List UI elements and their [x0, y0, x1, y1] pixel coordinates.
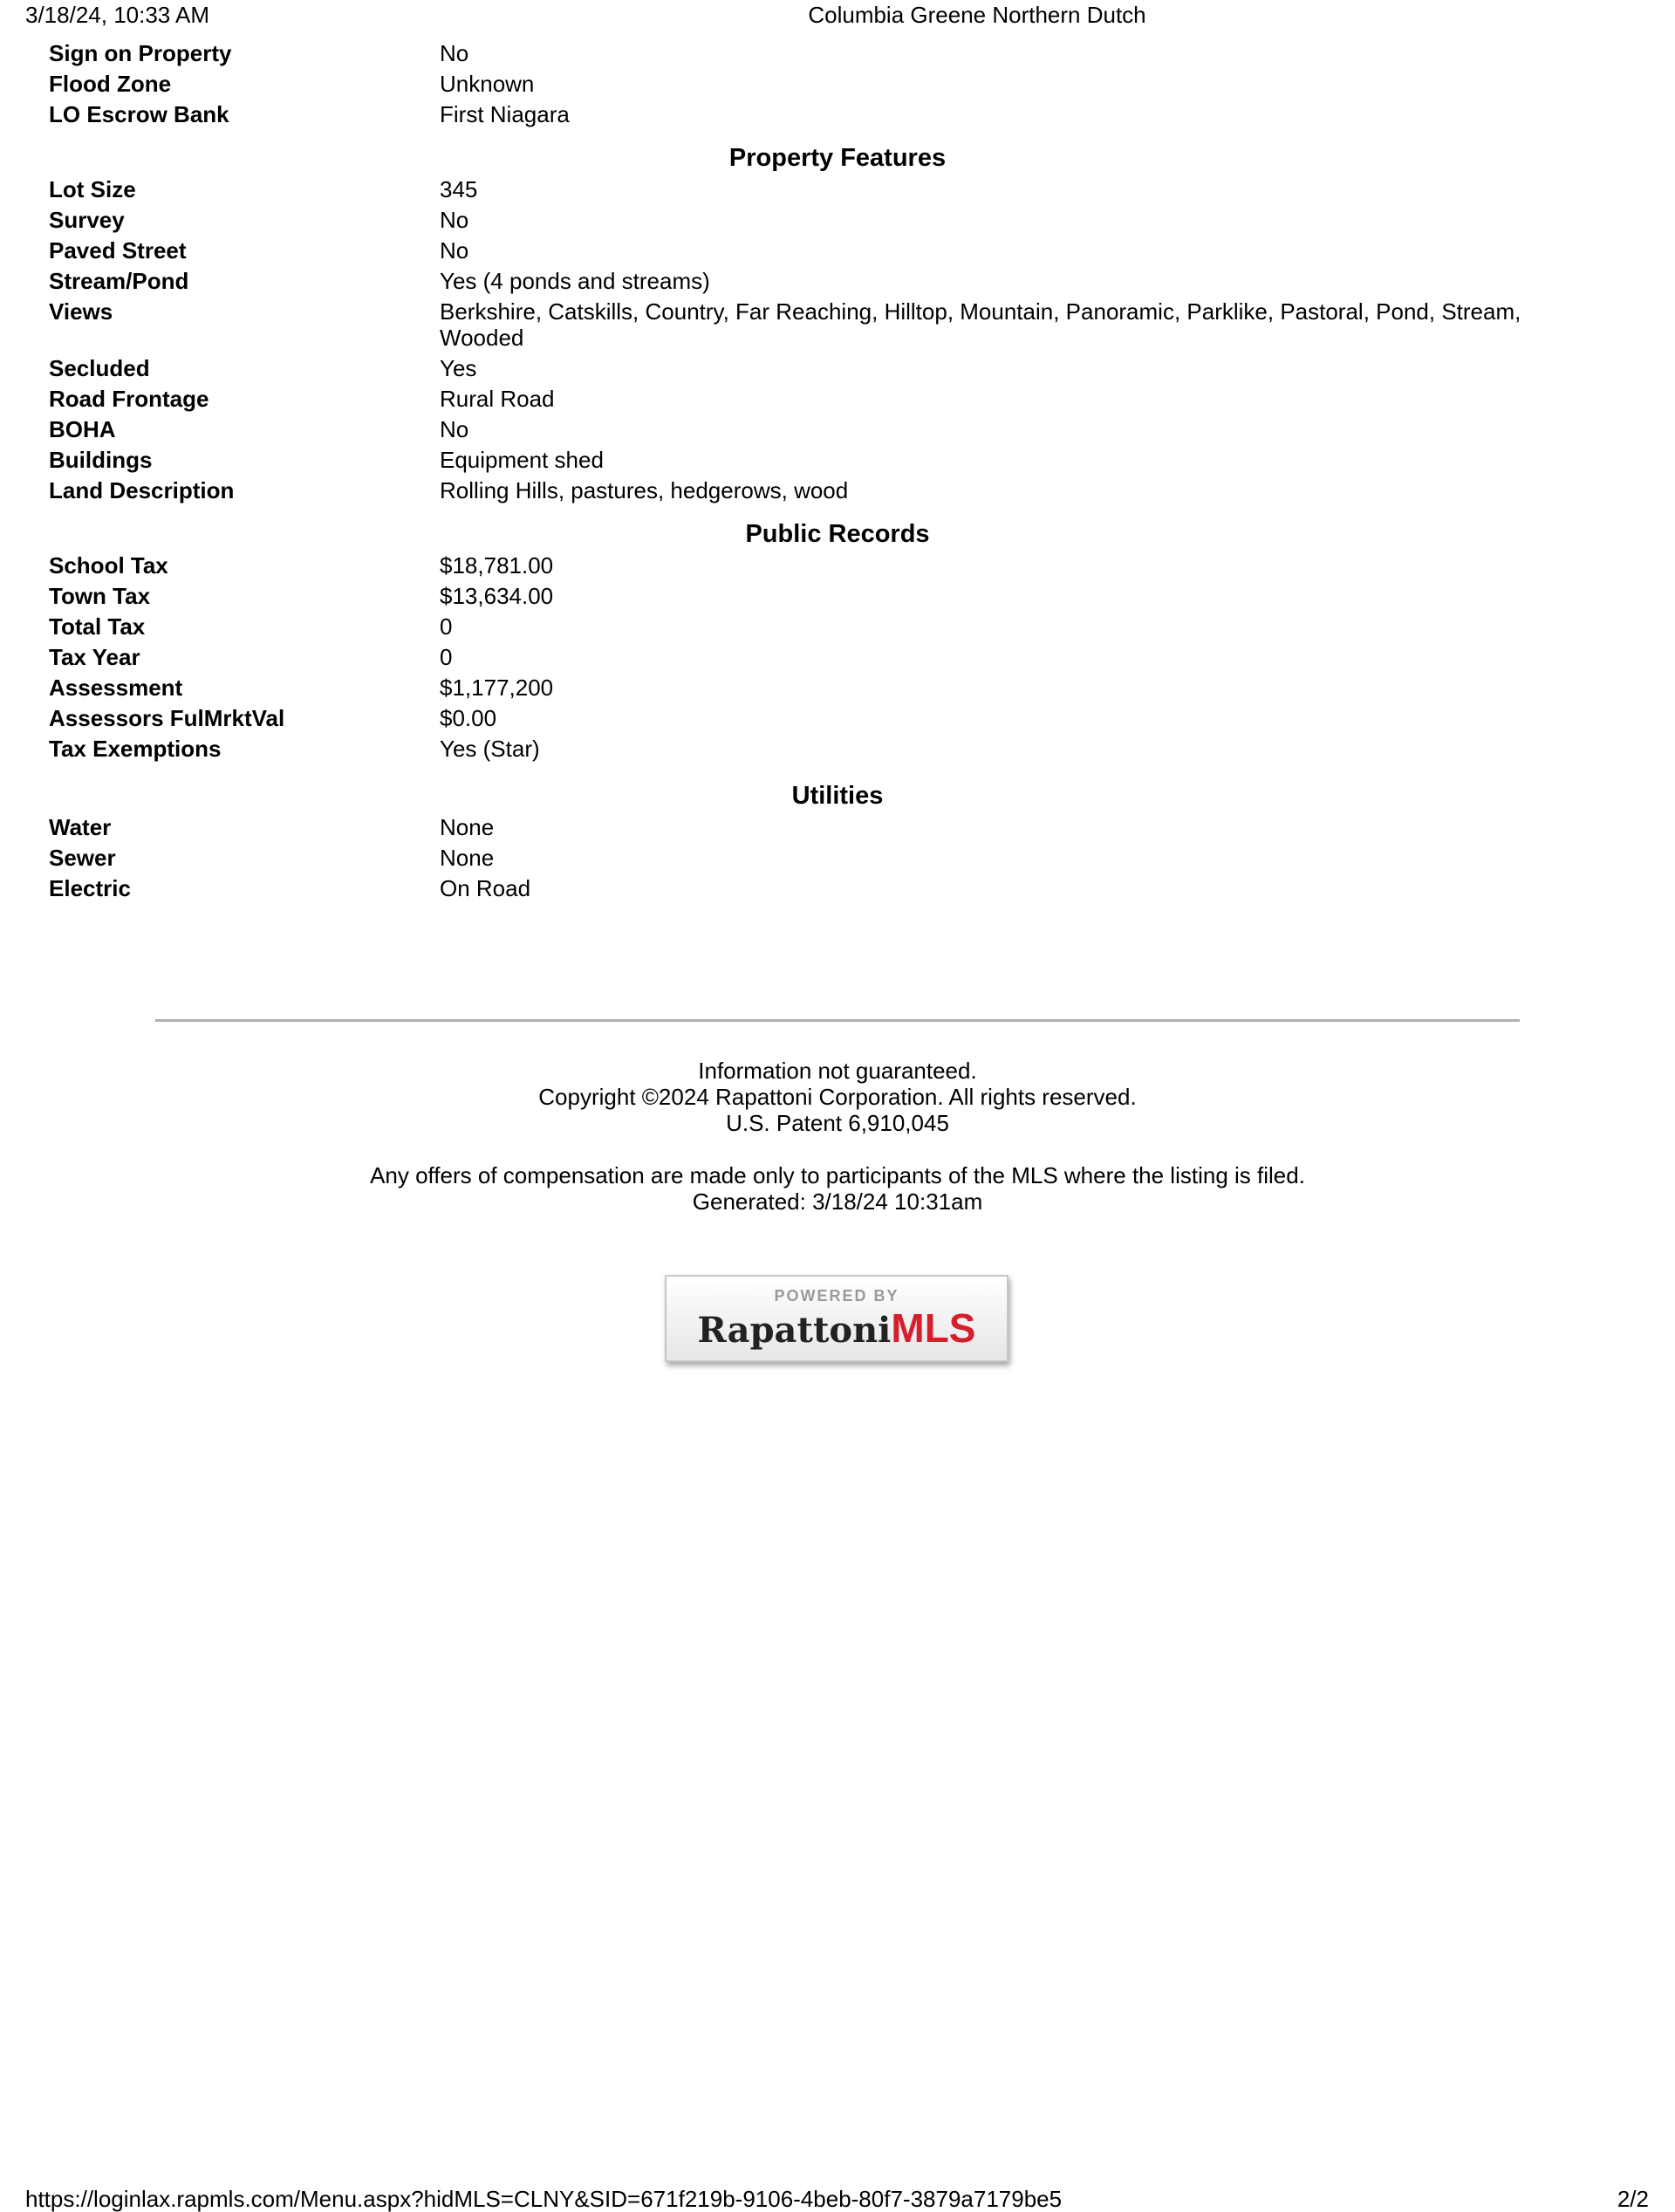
field-label: LO Escrow Bank: [49, 101, 229, 127]
print-date: 3/18/24, 10:33 AM: [25, 2, 210, 28]
detail-row: [49, 736, 1619, 762]
field-value: None: [440, 814, 495, 840]
section-title-property-features: Property Features: [728, 144, 947, 172]
field-value: Yes: [440, 355, 477, 381]
public-records-rows: [49, 552, 1619, 762]
detail-row: [49, 675, 1619, 701]
detail-row: [49, 298, 1619, 351]
field-label: Sewer: [49, 845, 116, 871]
field-value: Berkshire, Catskills, Country, Far Reaching, Hilltop, Mountain, Panoramic, Parklike, Pastoral, Pond, Stream, Wooded: [440, 298, 1521, 351]
field-value: No: [440, 40, 469, 66]
generated-line: Generated: 3/18/24 10:31am: [692, 1188, 983, 1215]
detail-row: [49, 613, 1619, 640]
field-label: Flood Zone: [49, 71, 172, 97]
field-label: Town Tax: [49, 583, 151, 609]
field-value: $0.00: [440, 705, 497, 731]
page-url: https://loginlax.rapmls.com/Menu.aspx?hidMLS=CLNY&SID=671f219b-9106-4beb-80f7-3879a7179be5: [25, 2186, 1063, 2212]
field-value: No: [440, 237, 469, 264]
detail-row: [49, 477, 1619, 503]
detail-row: [49, 40, 1619, 66]
field-value: No: [440, 416, 469, 442]
field-value: $13,634.00: [440, 583, 554, 609]
detail-row: [49, 875, 1619, 901]
compensation-line: Any offers of compensation are made only to participants of the MLS where the listing is filed.: [370, 1162, 1305, 1188]
field-label: School Tax: [49, 552, 168, 579]
field-label: Stream/Pond: [49, 268, 189, 294]
powered-by-text: POWERED BY: [774, 1287, 899, 1305]
field-value: 0: [440, 613, 453, 640]
field-label: Tax Year: [49, 644, 140, 670]
field-value: Rolling Hills, pastures, hedgerows, wood: [440, 477, 849, 503]
disclaimer-footer: [0, 1058, 1675, 1215]
field-label: Sign on Property: [49, 40, 232, 66]
field-value: Yes (4 ponds and streams): [440, 268, 710, 294]
section-title-utilities: Utilities: [791, 782, 884, 810]
detail-row: [49, 237, 1619, 264]
detail-row: [49, 845, 1619, 871]
field-label: Secluded: [49, 355, 150, 381]
page-number: 2/2: [1617, 2186, 1649, 2212]
brand-text: RapattoniMLS: [697, 1305, 976, 1351]
field-label: Lot Size: [49, 176, 136, 202]
field-value: 345: [440, 176, 478, 202]
rapattoni-mls-logo[interactable]: [665, 1275, 1008, 1362]
field-label: BOHA: [49, 416, 116, 442]
field-value: Rural Road: [440, 386, 555, 412]
field-label: Water: [49, 814, 112, 840]
field-label: Road Frontage: [49, 386, 209, 412]
field-value: $18,781.00: [440, 552, 554, 579]
detail-row: [49, 552, 1619, 579]
utilities-rows: [49, 814, 1619, 901]
listing-details: [49, 40, 1619, 901]
property-features-rows: [49, 176, 1619, 503]
field-value: Equipment shed: [440, 447, 604, 473]
field-label: Tax Exemptions: [49, 736, 222, 762]
field-label: Electric: [49, 875, 131, 901]
field-label: Assessors FulMrktVal: [49, 705, 285, 731]
detail-row: [49, 101, 1619, 127]
detail-row: [49, 355, 1619, 381]
detail-row: [49, 705, 1619, 731]
detail-row: [49, 207, 1619, 233]
detail-row: [49, 814, 1619, 840]
page-title: Columbia Greene Northern Dutch: [808, 2, 1146, 28]
field-value: No: [440, 207, 469, 233]
field-label: Total Tax: [49, 613, 146, 640]
detail-row: [49, 644, 1619, 670]
field-label: Views: [49, 298, 113, 325]
section-title-public-records: Public Records: [745, 520, 930, 548]
detail-row: [49, 176, 1619, 202]
field-label: Survey: [49, 207, 125, 233]
detail-row: [49, 71, 1619, 97]
copyright-line: Copyright ©2024 Rapattoni Corporation. All rights reserved.: [538, 1084, 1137, 1110]
field-value: None: [440, 845, 495, 871]
detail-row: [49, 447, 1619, 473]
detail-row: [49, 416, 1619, 442]
field-label: Buildings: [49, 447, 153, 473]
detail-row: [49, 583, 1619, 609]
field-value: On Road: [440, 875, 531, 901]
detail-row: [49, 386, 1619, 412]
field-value: Unknown: [440, 71, 535, 97]
field-value: Yes (Star): [440, 736, 540, 762]
field-value: First Niagara: [440, 101, 570, 127]
field-label: Paved Street: [49, 237, 187, 264]
disclaimer-line: Information not guaranteed.: [698, 1058, 977, 1084]
top-rows: [49, 40, 1619, 127]
field-value: $1,177,200: [440, 675, 554, 701]
detail-row: [49, 268, 1619, 294]
footer-divider: [155, 1019, 1520, 1022]
field-value: 0: [440, 644, 453, 670]
patent-line: U.S. Patent 6,910,045: [726, 1110, 949, 1136]
field-label: Land Description: [49, 477, 235, 503]
field-label: Assessment: [49, 675, 183, 701]
